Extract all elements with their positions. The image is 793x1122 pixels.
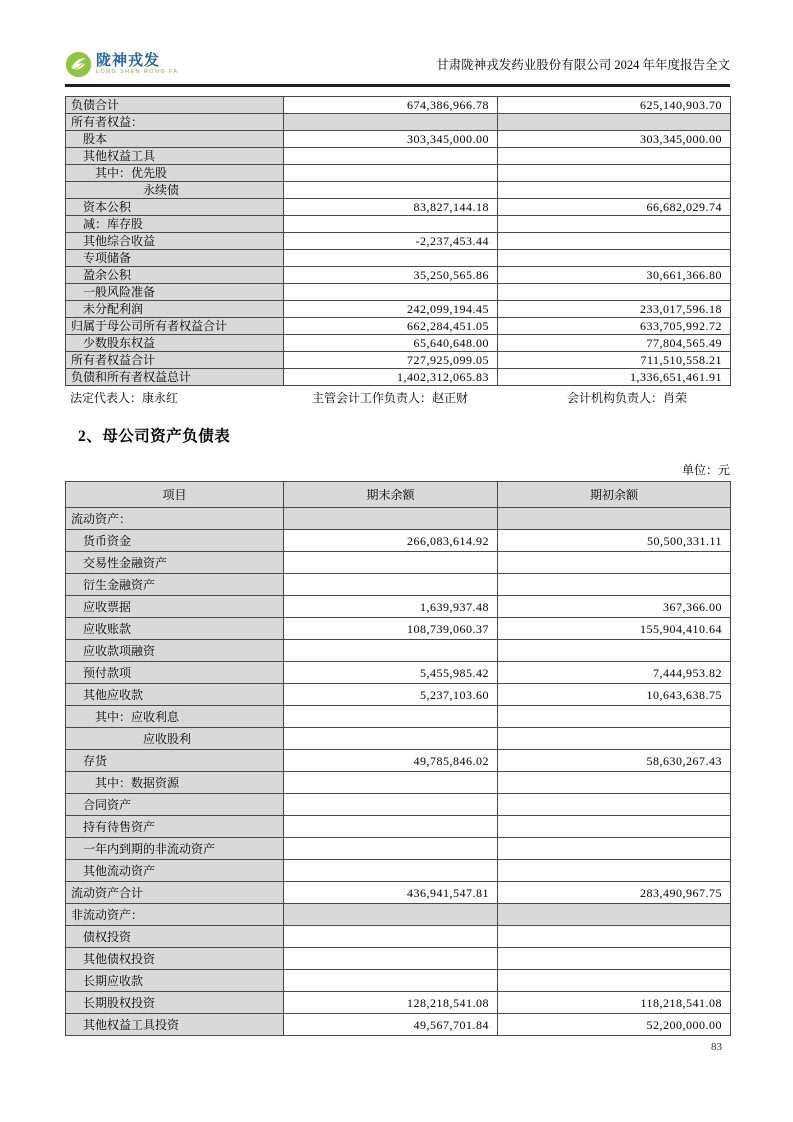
row-label: 其他流动资产 xyxy=(66,860,284,882)
beginning-balance-value: 66,682,029.74 xyxy=(498,199,731,216)
row-label: 其他权益工具 xyxy=(66,148,284,165)
table-row xyxy=(66,662,731,684)
ending-balance-value: 266,083,614.92 xyxy=(284,530,498,552)
table-row xyxy=(66,860,731,882)
beginning-balance-value: 633,705,992.72 xyxy=(498,318,731,335)
ending-balance-value: 662,284,451.05 xyxy=(284,318,498,335)
row-label: 资本公积 xyxy=(66,199,284,216)
table-row xyxy=(66,948,731,970)
beginning-balance-value xyxy=(498,250,731,267)
table-row xyxy=(66,684,731,706)
row-label: 其他综合收益 xyxy=(66,233,284,250)
table-row xyxy=(66,926,731,948)
ending-balance-value xyxy=(284,165,498,182)
row-label: 所有者权益合计 xyxy=(66,352,284,369)
ending-balance-value: 5,455,985.42 xyxy=(284,662,498,684)
section-title: 2、母公司资产负债表 xyxy=(78,428,231,445)
liabilities-equity-table-body xyxy=(66,97,731,386)
liabilities-equity-table xyxy=(65,96,731,386)
row-label: 少数股东权益 xyxy=(66,335,284,352)
table-row xyxy=(66,335,731,352)
ending-balance-value: 303,345,000.00 xyxy=(284,131,498,148)
ending-balance-value xyxy=(284,948,498,970)
row-label: 流动资产： xyxy=(66,508,284,530)
column-header-ending-balance: 期末余额 xyxy=(284,482,498,508)
ending-balance-value xyxy=(284,284,498,301)
table-row xyxy=(66,369,731,386)
logo-text-block xyxy=(96,53,178,76)
ending-balance-value xyxy=(284,904,498,926)
table-row xyxy=(66,772,731,794)
document-title: 甘肃陇神戎发药业股份有限公司 2024 年年度报告全文 xyxy=(436,58,730,72)
table-row xyxy=(66,318,731,335)
table-row xyxy=(66,706,731,728)
row-label: 一般风险准备 xyxy=(66,284,284,301)
table-row xyxy=(66,816,731,838)
ending-balance-value xyxy=(284,926,498,948)
column-header-item: 项目 xyxy=(66,482,284,508)
table-row xyxy=(66,1014,731,1036)
beginning-balance-value xyxy=(498,816,731,838)
table-row xyxy=(66,794,731,816)
row-label: 衍生金融资产 xyxy=(66,574,284,596)
ending-balance-value xyxy=(284,794,498,816)
beginning-balance-value xyxy=(498,165,731,182)
table-row xyxy=(66,284,731,301)
row-label: 未分配利润 xyxy=(66,301,284,318)
beginning-balance-value xyxy=(498,640,731,662)
beginning-balance-value xyxy=(498,794,731,816)
row-label: 预付款项 xyxy=(66,662,284,684)
table-row xyxy=(66,552,731,574)
table-row xyxy=(66,165,731,182)
beginning-balance-value: 155,904,410.64 xyxy=(498,618,731,640)
ending-balance-value xyxy=(284,640,498,662)
row-label: 专项储备 xyxy=(66,250,284,267)
chief-accountant: 主管会计工作负责人：赵正财 xyxy=(312,391,469,405)
beginning-balance-value xyxy=(498,552,731,574)
table-row xyxy=(66,97,731,114)
row-label: 其中：应收利息 xyxy=(66,706,284,728)
beginning-balance-value: 625,140,903.70 xyxy=(498,97,731,114)
beginning-balance-value: 7,444,953.82 xyxy=(498,662,731,684)
row-label: 永续债 xyxy=(66,182,284,199)
beginning-balance-value: 50,500,331.11 xyxy=(498,530,731,552)
table-row xyxy=(66,182,731,199)
table-row xyxy=(66,574,731,596)
row-label: 股本 xyxy=(66,131,284,148)
table-row xyxy=(66,838,731,860)
logo-subtitle: LONG SHEN RONG FA xyxy=(96,68,179,75)
row-label: 应收款项融资 xyxy=(66,640,284,662)
ending-balance-value: 436,941,547.81 xyxy=(284,882,498,904)
beginning-balance-value xyxy=(498,216,731,233)
ending-balance-value xyxy=(284,838,498,860)
table-row xyxy=(66,882,731,904)
beginning-balance-value: 711,510,558.21 xyxy=(498,352,731,369)
beginning-balance-value xyxy=(498,728,731,750)
ending-balance-value xyxy=(284,250,498,267)
page-header xyxy=(65,44,730,87)
signature-line xyxy=(65,389,730,405)
row-label: 长期股权投资 xyxy=(66,992,284,1014)
table-row xyxy=(66,301,731,318)
beginning-balance-value: 30,661,366.80 xyxy=(498,267,731,284)
unit-label: 单位：元 xyxy=(681,463,730,477)
ending-balance-value xyxy=(284,574,498,596)
ending-balance-value: 5,237,103.60 xyxy=(284,684,498,706)
table-row xyxy=(66,970,731,992)
table-row xyxy=(66,267,731,284)
beginning-balance-value xyxy=(498,114,731,131)
row-label: 持有待售资产 xyxy=(66,816,284,838)
beginning-balance-value xyxy=(498,948,731,970)
beginning-balance-value xyxy=(498,970,731,992)
beginning-balance-value xyxy=(498,233,731,250)
column-header-beginning-balance: 期初余额 xyxy=(498,482,731,508)
beginning-balance-value xyxy=(498,838,731,860)
row-label: 交易性金融资产 xyxy=(66,552,284,574)
beginning-balance-value xyxy=(498,772,731,794)
beginning-balance-value xyxy=(498,148,731,165)
table-row xyxy=(66,618,731,640)
row-label: 应收票据 xyxy=(66,596,284,618)
accounting-org-head: 会计机构负责人：肖荣 xyxy=(567,391,688,405)
beginning-balance-value xyxy=(498,574,731,596)
beginning-balance-value: 367,366.00 xyxy=(498,596,731,618)
table-header-row xyxy=(66,482,731,508)
row-label: 其他债权投资 xyxy=(66,948,284,970)
ending-balance-value: 674,386,966.78 xyxy=(284,97,498,114)
beginning-balance-value: 303,345,000.00 xyxy=(498,131,731,148)
logo-icon xyxy=(65,51,92,78)
ending-balance-value: 727,925,099.05 xyxy=(284,352,498,369)
beginning-balance-value xyxy=(498,860,731,882)
beginning-balance-value xyxy=(498,706,731,728)
ending-balance-value xyxy=(284,552,498,574)
table-row xyxy=(66,352,731,369)
row-label: 负债和所有者权益总计 xyxy=(66,369,284,386)
table-row xyxy=(66,750,731,772)
row-label: 所有者权益： xyxy=(66,114,284,131)
beginning-balance-value: 283,490,967.75 xyxy=(498,882,731,904)
row-label: 其他应收款 xyxy=(66,684,284,706)
ending-balance-value: 1,402,312,065.83 xyxy=(284,369,498,386)
table-row xyxy=(66,199,731,216)
beginning-balance-value: 1,336,651,461.91 xyxy=(498,369,731,386)
beginning-balance-value xyxy=(498,926,731,948)
row-label: 债权投资 xyxy=(66,926,284,948)
ending-balance-value: 1,639,937.48 xyxy=(284,596,498,618)
section-row xyxy=(66,508,731,530)
ending-balance-value: 35,250,565.86 xyxy=(284,267,498,284)
beginning-balance-value: 233,017,596.18 xyxy=(498,301,731,318)
row-label: 其中：优先股 xyxy=(66,165,284,182)
table-row xyxy=(66,530,731,552)
ending-balance-value xyxy=(284,182,498,199)
page-number: 83 xyxy=(711,1041,722,1053)
row-label: 一年内到期的非流动资产 xyxy=(66,838,284,860)
table-row xyxy=(66,216,731,233)
beginning-balance-value: 10,643,638.75 xyxy=(498,684,731,706)
table-row xyxy=(66,596,731,618)
row-label: 应收账款 xyxy=(66,618,284,640)
beginning-balance-value: 52,200,000.00 xyxy=(498,1014,731,1036)
row-label: 流动资产合计 xyxy=(66,882,284,904)
ending-balance-value xyxy=(284,148,498,165)
row-label: 其中：数据资源 xyxy=(66,772,284,794)
ending-balance-value: 65,640,648.00 xyxy=(284,335,498,352)
beginning-balance-value: 118,218,541.08 xyxy=(498,992,731,1014)
beginning-balance-value: 77,804,565.49 xyxy=(498,335,731,352)
beginning-balance-value xyxy=(498,508,731,530)
row-label: 盈余公积 xyxy=(66,267,284,284)
section-row xyxy=(66,904,731,926)
row-label: 长期应收款 xyxy=(66,970,284,992)
logo-title: 陇神戎发 xyxy=(96,51,161,69)
table-row xyxy=(66,992,731,1014)
row-label: 应收股利 xyxy=(66,728,284,750)
table-row xyxy=(66,233,731,250)
table-row xyxy=(66,131,731,148)
table-row xyxy=(66,250,731,267)
ending-balance-value: 108,739,060.37 xyxy=(284,618,498,640)
section-row xyxy=(66,114,731,131)
parent-balance-sheet-table xyxy=(65,481,731,1036)
row-label: 负债合计 xyxy=(66,97,284,114)
table-row xyxy=(66,728,731,750)
row-label: 其他权益工具投资 xyxy=(66,1014,284,1036)
ending-balance-value: 49,567,701.84 xyxy=(284,1014,498,1036)
beginning-balance-value xyxy=(498,182,731,199)
ending-balance-value: 49,785,846.02 xyxy=(284,750,498,772)
ending-balance-value: 242,099,194.45 xyxy=(284,301,498,318)
ending-balance-value xyxy=(284,772,498,794)
beginning-balance-value xyxy=(498,284,731,301)
row-label: 货币资金 xyxy=(66,530,284,552)
ending-balance-value xyxy=(284,508,498,530)
ending-balance-value xyxy=(284,728,498,750)
ending-balance-value: 83,827,144.18 xyxy=(284,199,498,216)
parent-balance-sheet-table-body xyxy=(66,508,731,1036)
ending-balance-value xyxy=(284,706,498,728)
ending-balance-value xyxy=(284,860,498,882)
table-row xyxy=(66,640,731,662)
legal-representative: 法定代表人：康永红 xyxy=(70,391,179,405)
beginning-balance-value xyxy=(498,904,731,926)
row-label: 非流动资产： xyxy=(66,904,284,926)
row-label: 合同资产 xyxy=(66,794,284,816)
table-row xyxy=(66,148,731,165)
ending-balance-value: 128,218,541.08 xyxy=(284,992,498,1014)
ending-balance-value xyxy=(284,216,498,233)
company-logo xyxy=(65,51,178,78)
row-label: 存货 xyxy=(66,750,284,772)
row-label: 归属于母公司所有者权益合计 xyxy=(66,318,284,335)
ending-balance-value xyxy=(284,114,498,131)
beginning-balance-value: 58,630,267.43 xyxy=(498,750,731,772)
row-label: 减：库存股 xyxy=(66,216,284,233)
ending-balance-value xyxy=(284,970,498,992)
ending-balance-value: -2,237,453.44 xyxy=(284,233,498,250)
ending-balance-value xyxy=(284,816,498,838)
